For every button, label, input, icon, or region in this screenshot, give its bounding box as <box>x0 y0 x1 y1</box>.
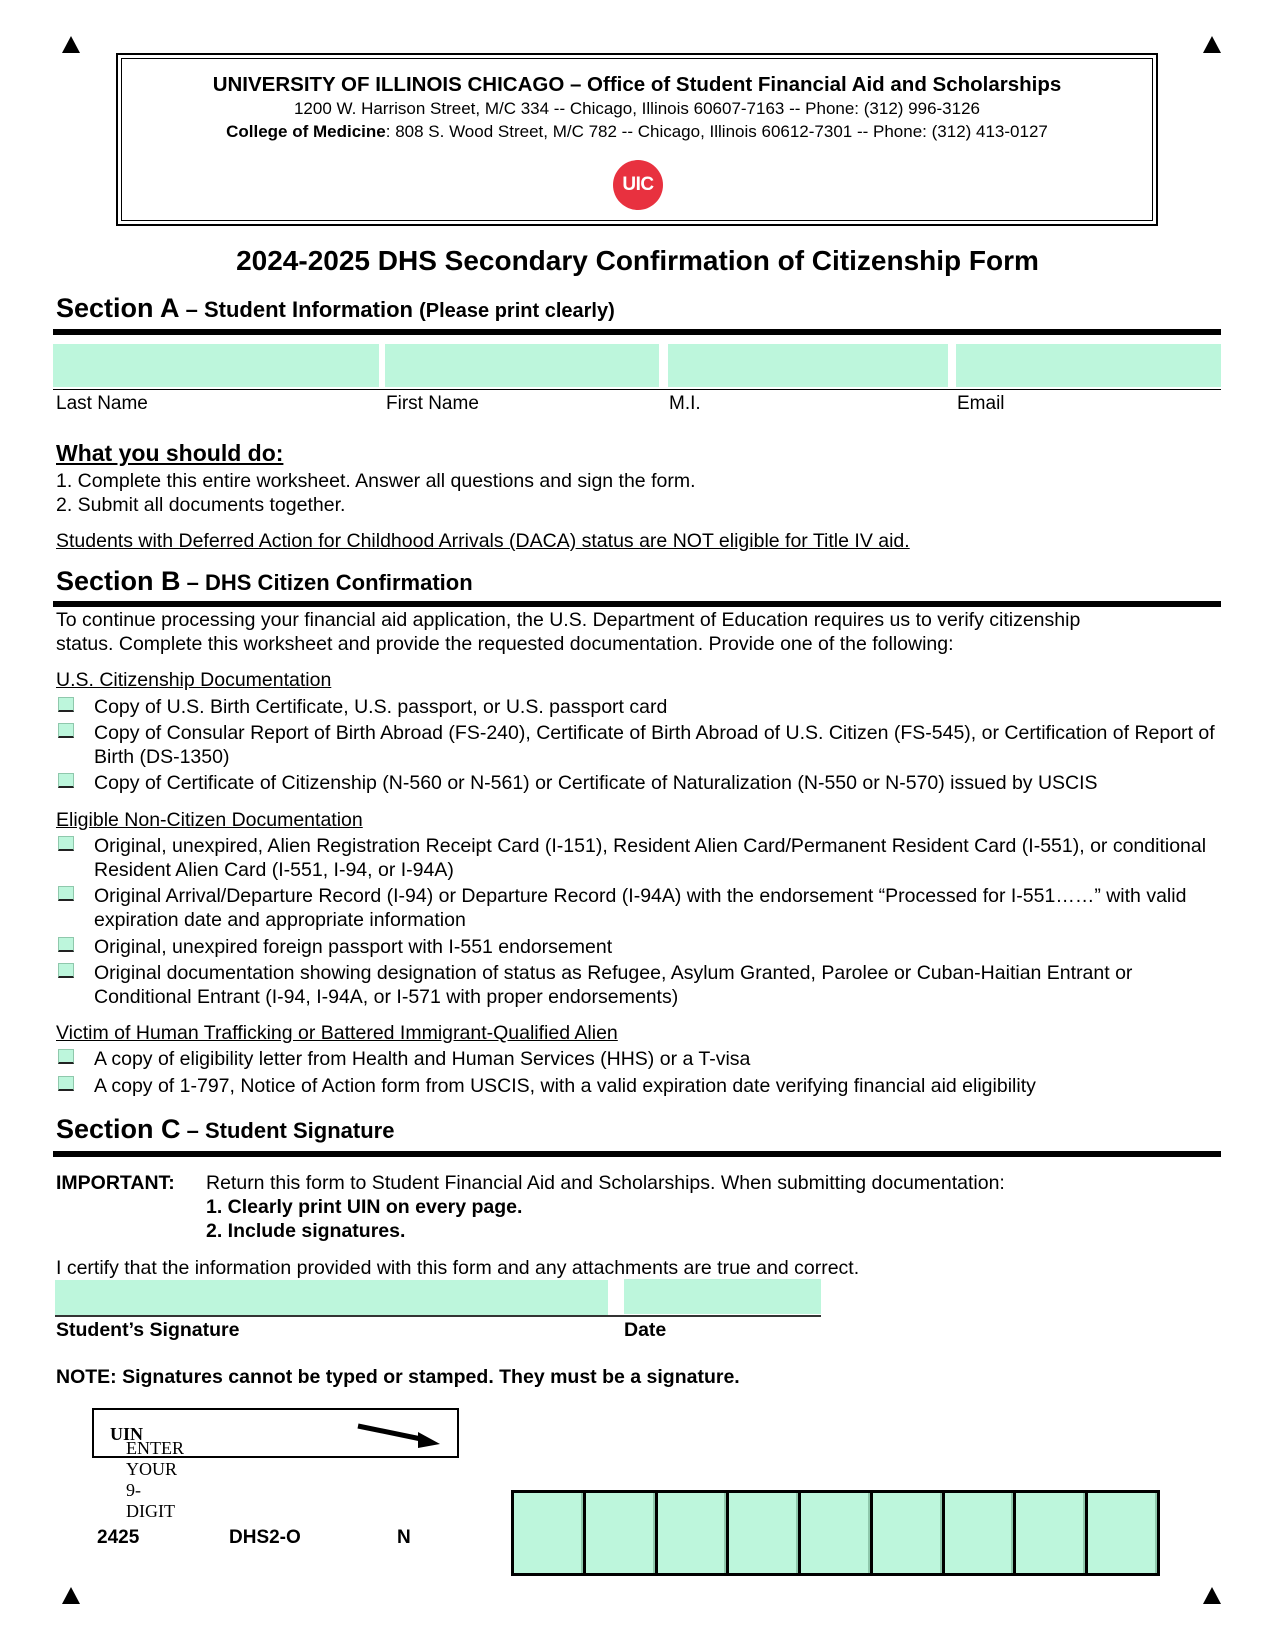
instruction-step: 2. Submit all documents together. <box>56 494 346 516</box>
uin-digit-box[interactable] <box>658 1493 727 1573</box>
form-year-code: 2425 <box>97 1527 140 1548</box>
group-heading-eligible-non-citizen: Eligible Non-Citizen Documentation <box>56 809 363 831</box>
checkbox-label: Original documentation showing designation of status as Refugee, Asylum Granted, Parolee or Cuban-Haitian Entrant or Conditional Entrant (I-94, I-94A, or I-571 with proper endorsements) <box>94 962 1133 1008</box>
first-name-field[interactable] <box>385 344 659 387</box>
uin-digit-box[interactable] <box>514 1493 583 1573</box>
uin-digit-box[interactable] <box>1016 1493 1085 1573</box>
field-underline <box>53 389 1221 390</box>
checkbox-label: Copy of Consular Report of Birth Abroad (FS-240), Certificate of Birth Abroad of U.S. Citizen (FS-545), or Certification of Report of Birth (DS-1350) <box>94 722 1215 768</box>
section-divider <box>53 601 1221 607</box>
college-of-medicine-address: College of Medicine: 808 S. Wood Street, M/C 782 -- Chicago, Illinois 60612-7301 -- Phone: (312) 413-0127 <box>226 122 1048 141</box>
office-address: 1200 W. Harrison Street, M/C 334 -- Chicago, Illinois 60607-7163 -- Phone: (312) 996-3126 <box>293 99 981 118</box>
section-b-intro: status. Complete this worksheet and provide the requested documentation. Provide one of the following: <box>56 633 954 655</box>
section-divider <box>53 1151 1221 1157</box>
section-c-heading: Section C – Student Signature <box>56 1114 395 1144</box>
date-field[interactable] <box>624 1279 821 1314</box>
important-text: Return this form to Student Financial Aid and Scholarships. When submitting documentation: <box>206 1172 1005 1194</box>
arrow-right-icon <box>356 1422 442 1448</box>
certification-statement: I certify that the information provided with this form and any attachments are true and correct. <box>56 1257 860 1279</box>
registration-mark-icon <box>1203 1587 1221 1604</box>
uin-digit-box[interactable] <box>1088 1493 1157 1573</box>
email-field[interactable] <box>956 344 1221 387</box>
section-divider <box>53 329 1221 335</box>
uin-digit-box[interactable] <box>945 1493 1014 1573</box>
form-id-code: DHS2-O <box>229 1527 301 1548</box>
uin-digit-box[interactable] <box>729 1493 798 1573</box>
checkbox[interactable] <box>58 723 74 738</box>
checkbox[interactable] <box>58 1049 74 1064</box>
checkbox[interactable] <box>58 697 74 712</box>
signature-field[interactable] <box>55 1280 608 1315</box>
uin-instruction-box: ENTER YOUR 9-DIGIT UIN <box>92 1408 459 1458</box>
instruction-step: 1. Complete this entire worksheet. Answer all questions and sign the form. <box>56 470 696 492</box>
uin-digit-box[interactable] <box>801 1493 870 1573</box>
important-step: 1. Clearly print UIN on every page. <box>206 1196 523 1218</box>
middle-initial-label: M.I. <box>669 393 701 414</box>
daca-notice: Students with Deferred Action for Childhood Arrivals (DACA) status are NOT eligible for Title IV aid. <box>56 530 910 552</box>
section-b-intro: To continue processing your financial aid application, the U.S. Department of Education requires us to verify citizenship <box>56 609 1081 631</box>
registration-mark-icon <box>1203 36 1221 53</box>
checkbox-label: Copy of Certificate of Citizenship (N-560 or N-561) or Certificate of Naturalization (N-550 or N-570) issued by USCIS <box>94 772 1098 794</box>
checkbox-label: Original Arrival/Departure Record (I-94) or Departure Record (I-94A) with the endorsement “Processed for I-551……” with valid expiration date and appropriate information <box>94 885 1187 931</box>
checkbox[interactable] <box>58 836 74 851</box>
checkbox-label: Original, unexpired foreign passport with I-551 endorsement <box>94 936 613 958</box>
checkbox-label: Original, unexpired, Alien Registration Receipt Card (I-151), Resident Alien Card/Permanent Resident Card (I-551), or conditional Resident Alien Card (I-551, I-94, or I-94A) <box>94 835 1207 881</box>
uin-entry-grid <box>511 1490 1160 1576</box>
form-flag-code: N <box>397 1527 411 1548</box>
date-label: Date <box>624 1319 667 1341</box>
important-label: IMPORTANT: <box>56 1172 175 1194</box>
email-label: Email <box>957 393 1005 414</box>
first-name-label: First Name <box>386 393 479 414</box>
uin-digit-box[interactable] <box>586 1493 655 1573</box>
signature-label: Student’s Signature <box>56 1319 240 1341</box>
uin-digit-box[interactable] <box>873 1493 942 1573</box>
checkbox[interactable] <box>58 937 74 952</box>
checkbox[interactable] <box>58 963 74 978</box>
checkbox[interactable] <box>58 773 74 788</box>
signature-note: NOTE: Signatures cannot be typed or stamped. They must be a signature. <box>56 1366 740 1388</box>
section-a-heading: Section A – Student Information (Please print clearly) <box>56 293 615 323</box>
checkbox-label: A copy of 1-797, Notice of Action form from USCIS, with a valid expiration date verifying financial aid eligibility <box>94 1075 1036 1097</box>
group-heading-us-citizenship: U.S. Citizenship Documentation <box>56 669 332 691</box>
last-name-field[interactable] <box>53 344 379 387</box>
instructions-heading: What you should do: <box>56 440 284 466</box>
checkbox-label: Copy of U.S. Birth Certificate, U.S. passport, or U.S. passport card <box>94 696 668 718</box>
signature-line <box>55 1315 821 1317</box>
uic-logo-icon: UIC <box>613 160 663 210</box>
office-title: UNIVERSITY OF ILLINOIS CHICAGO – Office of Student Financial Aid and Scholarships <box>212 73 1062 96</box>
page-title: 2024-2025 DHS Secondary Confirmation of Citizenship Form <box>236 245 1039 276</box>
letterhead <box>116 53 1158 226</box>
middle-initial-field[interactable] <box>668 344 948 387</box>
checkbox[interactable] <box>58 886 74 901</box>
group-heading-trafficking-victim: Victim of Human Trafficking or Battered Immigrant-Qualified Alien <box>56 1022 618 1044</box>
section-b-heading: Section B – DHS Citizen Confirmation <box>56 566 473 596</box>
registration-mark-icon <box>62 36 80 53</box>
registration-mark-icon <box>62 1587 80 1604</box>
important-step: 2. Include signatures. <box>206 1220 406 1242</box>
checkbox-label: A copy of eligibility letter from Health and Human Services (HHS) or a T-visa <box>94 1048 751 1070</box>
checkbox[interactable] <box>58 1076 74 1091</box>
last-name-label: Last Name <box>56 393 148 414</box>
